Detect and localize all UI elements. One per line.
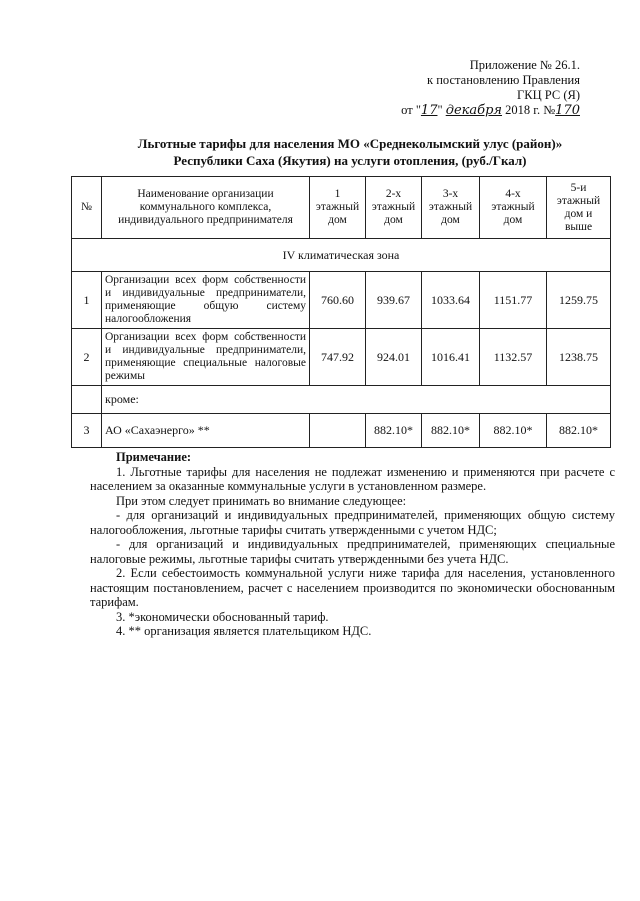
tariff-value: 882.10*	[422, 414, 480, 448]
header-3-floor: 3-х этажный дом	[422, 177, 480, 239]
header-number: №	[72, 177, 102, 239]
row-number: 3	[72, 414, 102, 448]
title-line-2: Республики Саха (Якутия) на услуги отопления, (руб./Гкал)	[173, 153, 527, 168]
appendix-number: Приложение № 26.1.	[469, 58, 580, 72]
handwritten-number: 170	[555, 103, 580, 118]
date-prefix: от "	[401, 103, 421, 117]
row-number: 2	[72, 329, 102, 386]
header-2-floor: 2-х этажный дом	[366, 177, 422, 239]
tariff-value: 882.10*	[547, 414, 611, 448]
tariff-value: 924.01	[366, 329, 422, 386]
tariff-value: 1033.64	[422, 272, 480, 329]
tariff-value: 1259.75	[547, 272, 611, 329]
note-1-special-tax: - для организаций и индивидуальных предпринимателей, применяющих специальные налоговые режимы, льготные тарифы считать утвержденными без учета НДС.	[90, 537, 615, 566]
document-header	[401, 58, 580, 118]
header-organization: Наименование организации коммунального комплекса, индивидуального предпринимателя	[102, 177, 310, 239]
header-4-floor: 4-х этажный дом	[480, 177, 547, 239]
table-row	[72, 329, 611, 386]
zone-row	[72, 239, 611, 272]
issuer: ГКЦ РС (Я)	[517, 88, 580, 102]
note-4: 4. ** организация является плательщиком НДС.	[116, 624, 372, 638]
table-header-row	[72, 177, 611, 239]
notes-section	[90, 450, 615, 639]
note-1-intro: При этом следует принимать во внимание следующее:	[116, 493, 407, 508]
decree-date	[401, 103, 580, 118]
notes-heading: Примечание:	[116, 450, 192, 464]
note-3: 3. *экономически обоснованный тариф.	[116, 609, 329, 624]
tariff-value: 747.92	[310, 329, 366, 386]
climate-zone: IV климатическая зона	[72, 239, 611, 272]
tariff-value: 760.60	[310, 272, 366, 329]
row-number: 1	[72, 272, 102, 329]
header-1-floor: 1 этажный дом	[310, 177, 366, 239]
tariff-value: 1132.57	[480, 329, 547, 386]
date-quote: "	[437, 103, 443, 117]
handwritten-month: декабря	[445, 103, 503, 118]
tariff-value: 939.67	[366, 272, 422, 329]
tariff-value: 1016.41	[422, 329, 480, 386]
document-title	[70, 135, 630, 169]
tariff-value	[310, 414, 366, 448]
date-year: 2018 г. №	[502, 103, 556, 117]
except-label: кроме:	[102, 386, 611, 414]
tariff-value: 882.10*	[366, 414, 422, 448]
organization-name: АО «Сахаэнерго» **	[102, 414, 310, 448]
header-5-floor: 5-и этажный дом и выше	[547, 177, 611, 239]
note-1-general-tax: - для организаций и индивидуальных предпринимателей, применяющих общую систему налогообложения, льготные тарифы считать утвержденными с учетом НДС;	[90, 508, 615, 537]
tariff-value: 882.10*	[480, 414, 547, 448]
empty-cell	[72, 386, 102, 414]
organization-name: Организации всех форм собственности и индивидуальные предприниматели, применяющие специальные налоговые режимы	[102, 329, 310, 386]
title-line-1: Льготные тарифы для населения МО «Среднеколымский улус (район)»	[137, 136, 563, 151]
organization-name: Организации всех форм собственности и индивидуальные предприниматели, применяющие общую систему налогообложения	[102, 272, 310, 329]
table-row	[72, 272, 611, 329]
tariff-value: 1151.77	[480, 272, 547, 329]
tariff-table	[71, 176, 611, 448]
note-2: 2. Если себестоимость коммунальной услуги ниже тарифа для населения, установленного настоящим постановлением, расчет с населением производится по экономически обоснованным тарифам.	[90, 566, 615, 609]
table-row	[72, 414, 611, 448]
handwritten-day: 17	[420, 103, 438, 118]
tariff-value: 1238.75	[547, 329, 611, 386]
note-1: 1. Льготные тарифы для населения не подлежат изменению и применяются при расчете с населением за оказанные коммунальные услуги в установленном размере.	[90, 464, 615, 493]
except-row	[72, 386, 611, 414]
appendix-reference: к постановлению Правления	[427, 73, 580, 87]
